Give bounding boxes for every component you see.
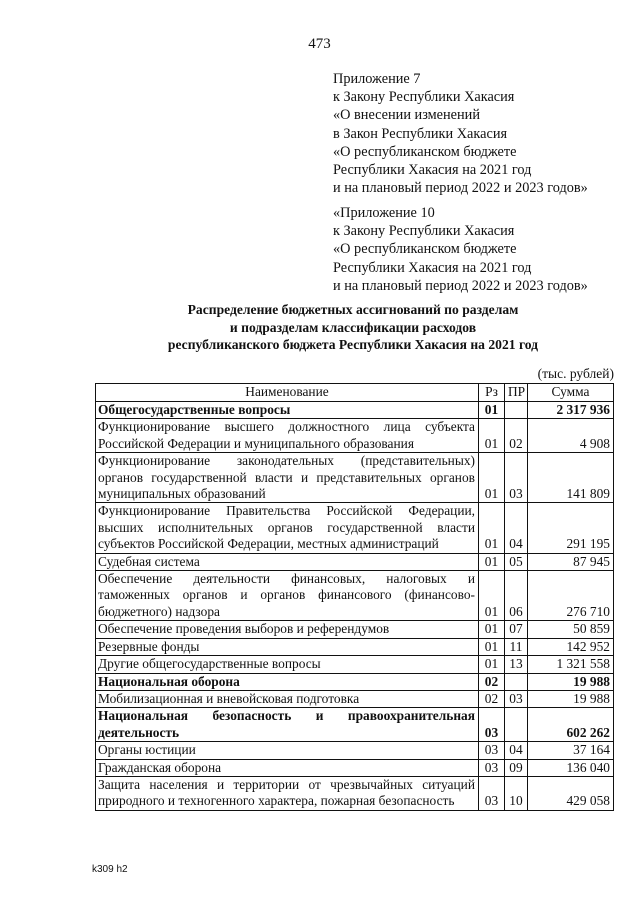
appendix-10-line: к Закону Республики Хакасия (333, 223, 515, 240)
row-name: Национальная безопасность и правоохранительная деятельность (96, 708, 479, 742)
budget-table (95, 383, 614, 811)
row-name: Функционирование высшего должностного лица субъекта Российской Федерации и муниципального образования (96, 419, 479, 453)
units-label: (тыс. рублей) (537, 366, 614, 381)
row-sum: 19 988 (528, 673, 614, 690)
row-pr: 07 (505, 621, 528, 638)
row-sum: 2 317 936 (528, 402, 614, 419)
row-sum: 429 058 (528, 776, 614, 810)
row-rz: 02 (479, 690, 505, 707)
table-row (96, 571, 614, 621)
row-name: Судебная система (96, 553, 479, 570)
row-sum: 276 710 (528, 571, 614, 621)
appendix-10-line: «Приложение 10 (333, 205, 435, 221)
row-rz: 01 (479, 656, 505, 673)
row-sum: 1 321 558 (528, 656, 614, 673)
row-sum: 4 908 (528, 419, 614, 453)
header-sum: Сумма (528, 384, 614, 402)
row-name: Общегосударственные вопросы (96, 402, 479, 419)
row-sum: 141 809 (528, 453, 614, 503)
appendix-7-line: к Закону Республики Хакасия (333, 89, 515, 106)
row-rz: 03 (479, 759, 505, 776)
row-rz: 01 (479, 419, 505, 453)
row-rz: 01 (479, 503, 505, 553)
row-sum: 602 262 (528, 708, 614, 742)
title-line: Распределение бюджетных ассигнований по разделам (187, 302, 519, 317)
row-name: Резервные фонды (96, 638, 479, 655)
table-row (96, 690, 614, 707)
row-sum: 37 164 (528, 742, 614, 759)
appendix-7-header (333, 70, 588, 197)
table-row (96, 742, 614, 759)
row-sum: 136 040 (528, 759, 614, 776)
title-line: и подразделам классификации расходов (229, 319, 477, 335)
table-row (96, 759, 614, 776)
table-row (96, 553, 614, 570)
row-name: Обеспечение деятельности финансовых, налоговых и таможенных органов и органов финансового (финансово-бюджетного) надзора (96, 571, 479, 621)
appendix-7-line: в Закон Республики Хакасия (333, 125, 508, 142)
table-row (96, 453, 614, 503)
row-name: Функционирование законодательных (представительных) органов государственной власти и представительных органов муниципальных образований (96, 453, 479, 503)
row-rz: 01 (479, 453, 505, 503)
row-rz: 01 (479, 638, 505, 655)
appendix-10-line: «О республиканском бюджете (333, 241, 517, 258)
row-rz: 03 (479, 708, 505, 742)
row-sum: 291 195 (528, 503, 614, 553)
row-name: Функционирование Правительства Российской Федерации, высших исполнительных органов государственной власти субъектов Российской Федерации, местных администраций (96, 503, 479, 553)
table-row (96, 656, 614, 673)
page-number: 473 (308, 36, 331, 52)
row-pr: 03 (505, 690, 528, 707)
table-row (96, 402, 614, 419)
row-rz: 02 (479, 673, 505, 690)
appendix-7-line: Республики Хакасия на 2021 год (333, 162, 532, 179)
row-sum: 19 988 (528, 690, 614, 707)
row-sum: 87 945 (528, 553, 614, 570)
document-title (0, 301, 639, 354)
table-row (96, 621, 614, 638)
appendix-7-line: «О внесении изменений (333, 107, 480, 124)
row-rz: 03 (479, 776, 505, 810)
header-rz: Рз (479, 384, 505, 402)
row-pr (505, 402, 528, 419)
row-pr: 13 (505, 656, 528, 673)
row-rz: 01 (479, 621, 505, 638)
row-rz: 03 (479, 742, 505, 759)
appendix-7-line: «О республиканском бюджете (333, 143, 517, 160)
table-row (96, 419, 614, 453)
table-row (96, 673, 614, 690)
table-row (96, 503, 614, 553)
row-rz: 01 (479, 553, 505, 570)
row-pr (505, 673, 528, 690)
row-name: Другие общегосударственные вопросы (96, 656, 479, 673)
row-name: Органы юстиции (96, 742, 479, 759)
appendix-7-line: и на плановый период 2022 и 2023 годов» (333, 180, 588, 197)
header-name: Наименование (96, 384, 479, 402)
appendix-7-line: Приложение 7 (333, 71, 421, 87)
row-pr: 05 (505, 553, 528, 570)
row-pr: 06 (505, 571, 528, 621)
row-pr: 10 (505, 776, 528, 810)
row-pr: 02 (505, 419, 528, 453)
table-header-row (96, 384, 614, 402)
table-row (96, 638, 614, 655)
appendix-10-line: и на плановый период 2022 и 2023 годов» (333, 277, 588, 294)
row-rz: 01 (479, 571, 505, 621)
row-name: Гражданская оборона (96, 759, 479, 776)
row-name: Мобилизационная и вневойсковая подготовка (96, 690, 479, 707)
row-rz: 01 (479, 402, 505, 419)
row-sum: 50 859 (528, 621, 614, 638)
table-row (96, 776, 614, 810)
row-pr: 11 (505, 638, 528, 655)
header-pr: ПР (505, 384, 528, 402)
row-name: Национальная оборона (96, 673, 479, 690)
row-pr: 04 (505, 742, 528, 759)
row-pr (505, 708, 528, 742)
appendix-10-line: Республики Хакасия на 2021 год (333, 259, 532, 276)
title-line: республиканского бюджета Республики Хакасия на 2021 год (167, 337, 539, 353)
row-name: Защита населения и территории от чрезвычайных ситуаций природного и техногенного характера, пожарная безопасность (96, 776, 479, 810)
footer-code: k309 h2 (92, 864, 128, 875)
appendix-10-header (333, 204, 588, 295)
row-pr: 03 (505, 453, 528, 503)
row-pr: 04 (505, 503, 528, 553)
table-row (96, 708, 614, 742)
table-body (96, 402, 614, 811)
row-sum: 142 952 (528, 638, 614, 655)
row-pr: 09 (505, 759, 528, 776)
row-name: Обеспечение проведения выборов и референдумов (96, 621, 479, 638)
